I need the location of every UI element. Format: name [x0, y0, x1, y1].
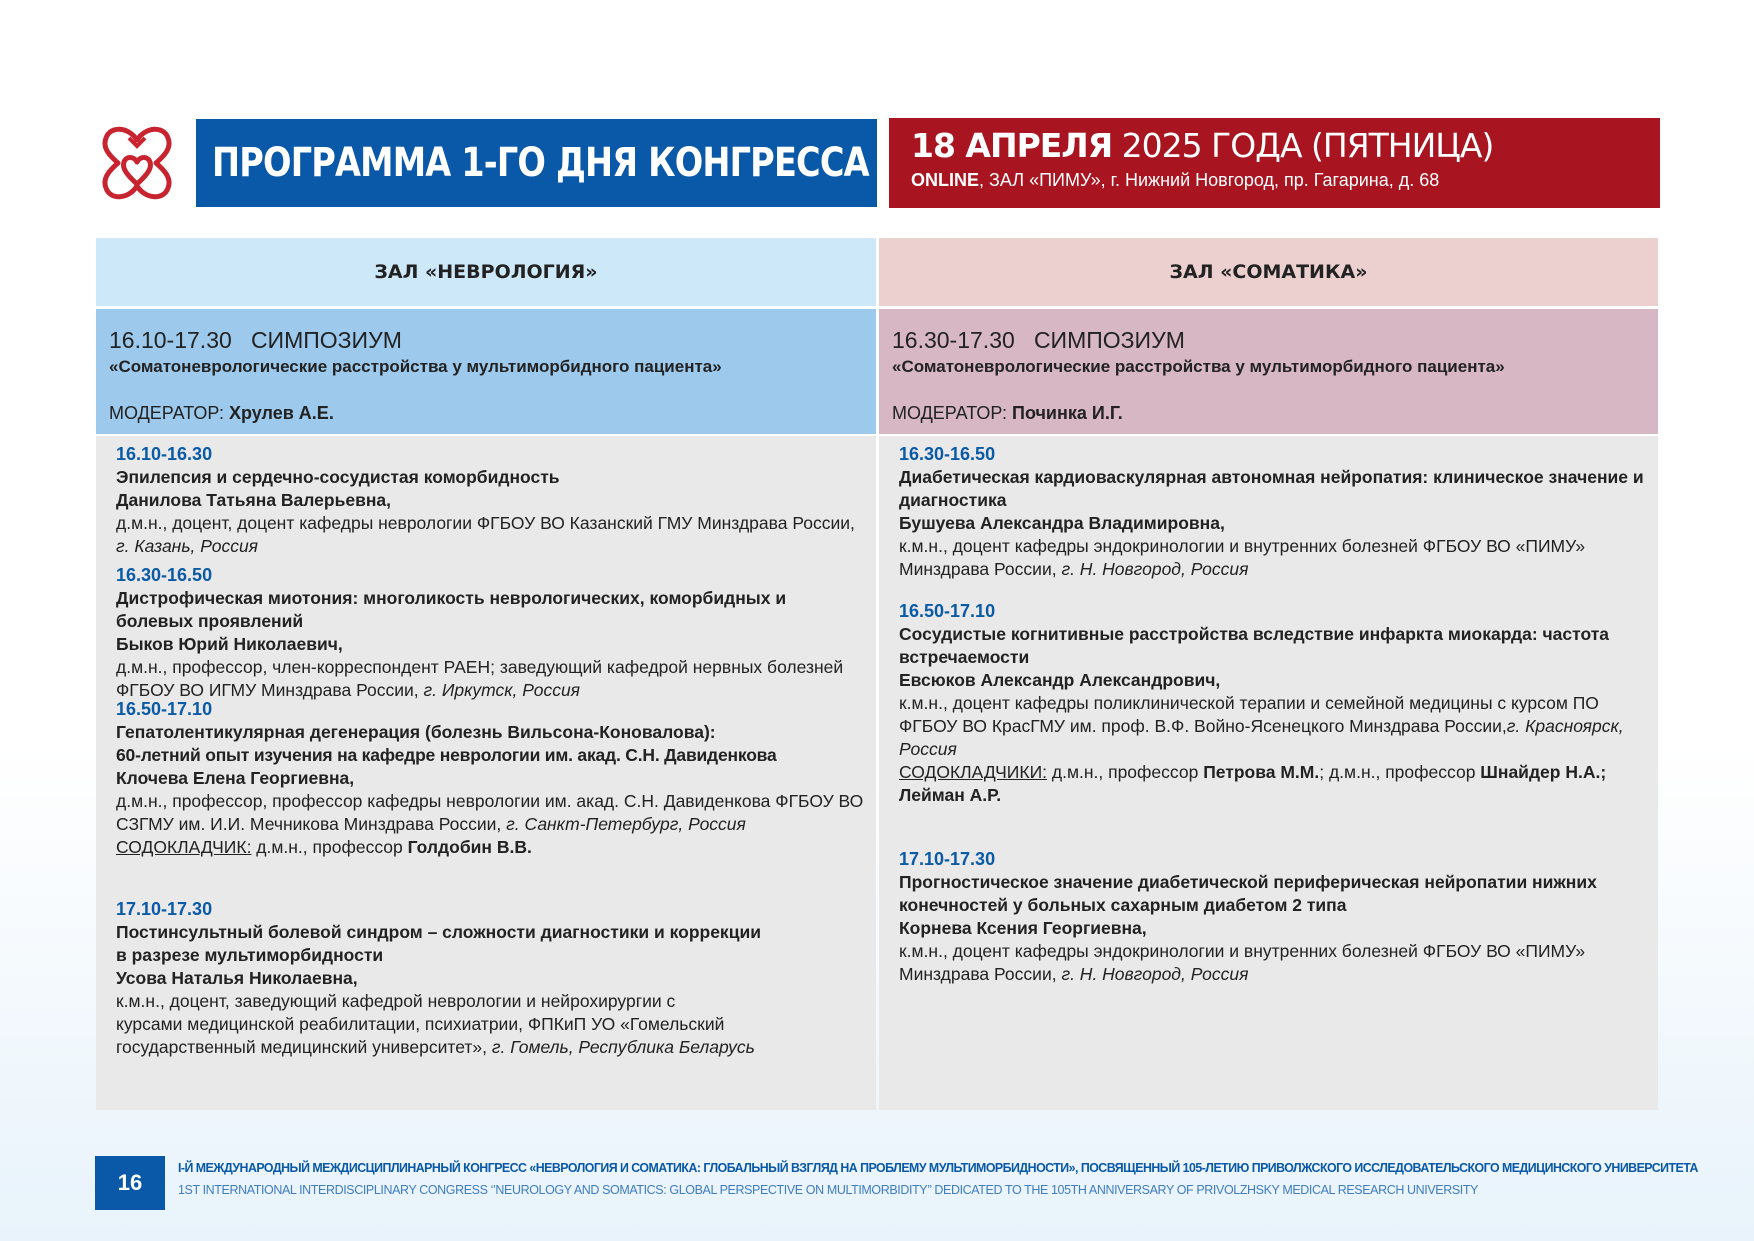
- program-title: ПРОГРАММА 1-ГО ДНЯ КОНГРЕССА: [212, 140, 869, 186]
- symposium-moderator: [892, 401, 1658, 425]
- date-bold: 18 АПРЕЛЯ: [911, 126, 1113, 165]
- talk-item: [116, 564, 864, 702]
- talk-affiliation: [899, 940, 1646, 986]
- talk-time: 16.50-17.10: [899, 601, 996, 621]
- talk-item: [116, 698, 864, 859]
- talk-affiliation: [116, 790, 864, 836]
- talk-city: г. Гомель, Республика Беларусь: [491, 1037, 755, 1057]
- affiliation-text: к.м.н., доцент кафедры эндокринологии и внутренних болезней ФГБОУ ВО «ПИМУ» Минздрава России,: [899, 536, 1586, 579]
- talk-time: 17.10-17.30: [899, 849, 996, 869]
- talk-time: 16.50-17.10: [116, 699, 213, 719]
- symposium-box-somatics: [879, 309, 1658, 434]
- talk-title-line-1: Гепатолентикулярная дегенерация (болезнь Вильсона-Коновалова):: [116, 722, 716, 742]
- footer-russian: I-Й МЕЖДУНАРОДНЫЙ МЕЖДИСЦИПЛИНАРНЫЙ КОНГРЕСС «НЕВРОЛОГИЯ И СОМАТИКА: ГЛОБАЛЬНЫЙ ВЗГЛЯД НА ПРОБЛЕМУ МУЛЬТИМОРБИДНОСТИ», ПОСВЯЩЕННЫЙ 105-ЛЕТИЮ ПРИВОЛЖСКОГО ИССЛЕДОВАТЕЛЬСКОГО МЕДИЦИНСКОГО УНИВЕРСИТЕТА: [178, 1160, 1698, 1175]
- date-rest: 2025 ГОДА (ПЯТНИЦА): [1112, 126, 1494, 165]
- talk-affiliation-line-2: курсами медицинской реабилитации, психиатрии, ФПКиП УО «Гомельский: [116, 1014, 725, 1034]
- symposium-box-neurology: [96, 309, 876, 434]
- talk-item: [899, 600, 1646, 807]
- talk-affiliation-line-1: к.м.н., доцент, заведующий кафедрой неврологии и нейрохирургии с: [116, 991, 676, 1011]
- talk-affiliation: [116, 656, 864, 702]
- date-banner: [889, 118, 1660, 208]
- affiliation-text: д.м.н., доцент, доцент кафедры неврологии ФГБОУ ВО Казанский ГМУ Минздрава России,: [116, 513, 855, 533]
- talk-title-line-1: Постинсультный болевой синдром – сложности диагностики и коррекции: [116, 922, 761, 942]
- talk-time: 17.10-17.30: [116, 899, 213, 919]
- affiliation-text: к.м.н., доцент кафедры поликлинической терапии и семейной медицины с курсом ПО ФГБОУ ВО КрасГМУ им. проф. В.Ф. Войно-Ясенецкого Минздрава России,: [899, 693, 1599, 736]
- venue-line: [911, 168, 1660, 192]
- talk-city: г. Иркутск, Россия: [423, 680, 581, 700]
- talk-title: Дистрофическая миотония: многоликость неврологических, коморбидных и болевых проявлений: [116, 588, 787, 631]
- talk-title: Сосудистые когнитивные расстройства вследствие инфаркта миокарда: частота встречаемости: [899, 624, 1610, 667]
- talk-item: [899, 848, 1646, 986]
- talk-time: 16.30-16.50: [899, 444, 996, 464]
- moderator-label: МОДЕРАТОР:: [892, 403, 1012, 423]
- co-speaker-text: д.м.н., профессор: [251, 837, 408, 857]
- hall-header-neurology: [96, 238, 876, 306]
- talk-city: г. Красноярск, Россия: [899, 716, 1624, 759]
- date-line: [911, 126, 1660, 166]
- affiliation-text: д.м.н., профессор, член-корреспондент РАЕН; заведующий кафедрой нервных болезней ФГБОУ ВО ИГМУ Минздрава России,: [116, 657, 844, 700]
- affiliation-text: государственный медицинский университет»,: [116, 1037, 492, 1057]
- co-speaker-text: д.м.н., профессор: [1047, 762, 1204, 782]
- co-speaker-name: Голдобин В.В.: [407, 837, 532, 857]
- talk-time: 16.10-16.30: [116, 444, 213, 464]
- moderator-name: Починка И.Г.: [1012, 403, 1123, 423]
- page-number-text: 16: [117, 1170, 143, 1195]
- talks-panel-somatics: [879, 436, 1658, 1110]
- symposium-title: «Соматоневрологические расстройства у мультиморбидного пациента»: [109, 357, 722, 376]
- moderator-name: Хрулев А.Е.: [229, 403, 334, 423]
- talk-city: г. Санкт-Петербург, Россия: [506, 814, 746, 834]
- talk-affiliation-line-3: [116, 1036, 864, 1059]
- talk-speaker: Быков Юрий Николаевич,: [116, 634, 343, 654]
- talk-title: Диабетическая кардиоваскулярная автономная нейропатия: клиническое значение и диагностика: [899, 467, 1644, 510]
- talk-time: 16.30-16.50: [116, 565, 213, 585]
- talk-affiliation: [899, 692, 1646, 761]
- symposium-time: 16.10-17.30 СИМПОЗИУМ: [109, 327, 402, 353]
- talk-city: г. Н. Новгород, Россия: [1061, 559, 1249, 579]
- talk-speaker: Корнева Ксения Георгиевна,: [899, 918, 1147, 938]
- co-speaker-name: Шнайдер Н.А.; Лейман А.Р.: [899, 762, 1607, 805]
- moderator-label: МОДЕРАТОР:: [109, 403, 229, 423]
- venue-online: ONLINE: [911, 170, 980, 190]
- hall-name: ЗАЛ «НЕВРОЛОГИЯ»: [374, 261, 598, 283]
- symposium-moderator: [109, 401, 876, 425]
- co-speaker-name: Петрова М.М.: [1203, 762, 1320, 782]
- talk-title: Эпилепсия и сердечно-сосудистая коморбидность: [116, 467, 560, 487]
- symposium-title: «Соматоневрологические расстройства у мультиморбидного пациента»: [892, 357, 1505, 376]
- talk-speaker: Евсюков Александр Александрович,: [899, 670, 1221, 690]
- talk-speaker: Данилова Татьяна Валерьевна,: [116, 490, 392, 510]
- talk-affiliation: [116, 512, 864, 558]
- symposium-time: 16.30-17.30 СИМПОЗИУМ: [892, 327, 1185, 353]
- co-speaker-text: ; д.м.н., профессор: [1319, 762, 1481, 782]
- hall-header-somatics: [879, 238, 1658, 306]
- program-title-banner: [196, 119, 877, 207]
- talk-speaker: Усова Наталья Николаевна,: [116, 968, 358, 988]
- talks-panel-neurology: [96, 436, 876, 1110]
- hall-name: ЗАЛ «СОМАТИКА»: [1169, 261, 1368, 283]
- talk-speaker: Бушуева Александра Владимировна,: [899, 513, 1225, 533]
- co-speakers-label: СОДОКЛАДЧИКИ:: [899, 762, 1048, 782]
- talk-title-line-2: 60-летний опыт изучения на кафедре неврологии им. акад. С.Н. Давиденкова: [116, 745, 777, 765]
- talk-title: Прогностическое значение диабетической периферическая нейропатии нижних конечностей у больных сахарным диабетом 2 типа: [899, 872, 1597, 915]
- co-speaker-label: СОДОКЛАДЧИК:: [116, 837, 252, 857]
- venue-address: , ЗАЛ «ПИМУ», г. Нижний Новгород, пр. Гагарина, д. 68: [979, 170, 1440, 190]
- talk-title-line-2: в разрезе мультиморбидности: [116, 945, 384, 965]
- co-speakers: [899, 761, 1646, 807]
- talk-city: г. Казань, Россия: [116, 536, 259, 556]
- congress-logo-icon: [92, 118, 182, 208]
- talk-item: [116, 443, 864, 558]
- talk-item: [899, 443, 1646, 581]
- talk-affiliation: [899, 535, 1646, 581]
- talk-speaker: Клочева Елена Георгиевна,: [116, 768, 355, 788]
- talk-city: г. Н. Новгород, Россия: [1061, 964, 1249, 984]
- affiliation-text: д.м.н., профессор, профессор кафедры неврологии им. акад. С.Н. Давиденкова ФГБОУ ВО СЗГМУ им. И.И. Мечникова Минздрава России,: [116, 791, 864, 834]
- co-speaker: [116, 836, 864, 859]
- talk-item: [116, 898, 864, 1059]
- page-number: [95, 1156, 165, 1210]
- footer-english: 1ST INTERNATIONAL INTERDISCIPLINARY CONGRESS ‘’NEUROLOGY AND SOMATICS: GLOBAL PERSPECTIVE ON MULTIMORBIDITY’’ DEDICATED TO THE 105TH ANNIVERSARY OF PRIVOLZHSKY MEDICAL RESEARCH UNIVERSITY: [178, 1182, 1479, 1197]
- affiliation-text: к.м.н., доцент кафедры эндокринологии и внутренних болезней ФГБОУ ВО «ПИМУ» Минздрава России,: [899, 941, 1586, 984]
